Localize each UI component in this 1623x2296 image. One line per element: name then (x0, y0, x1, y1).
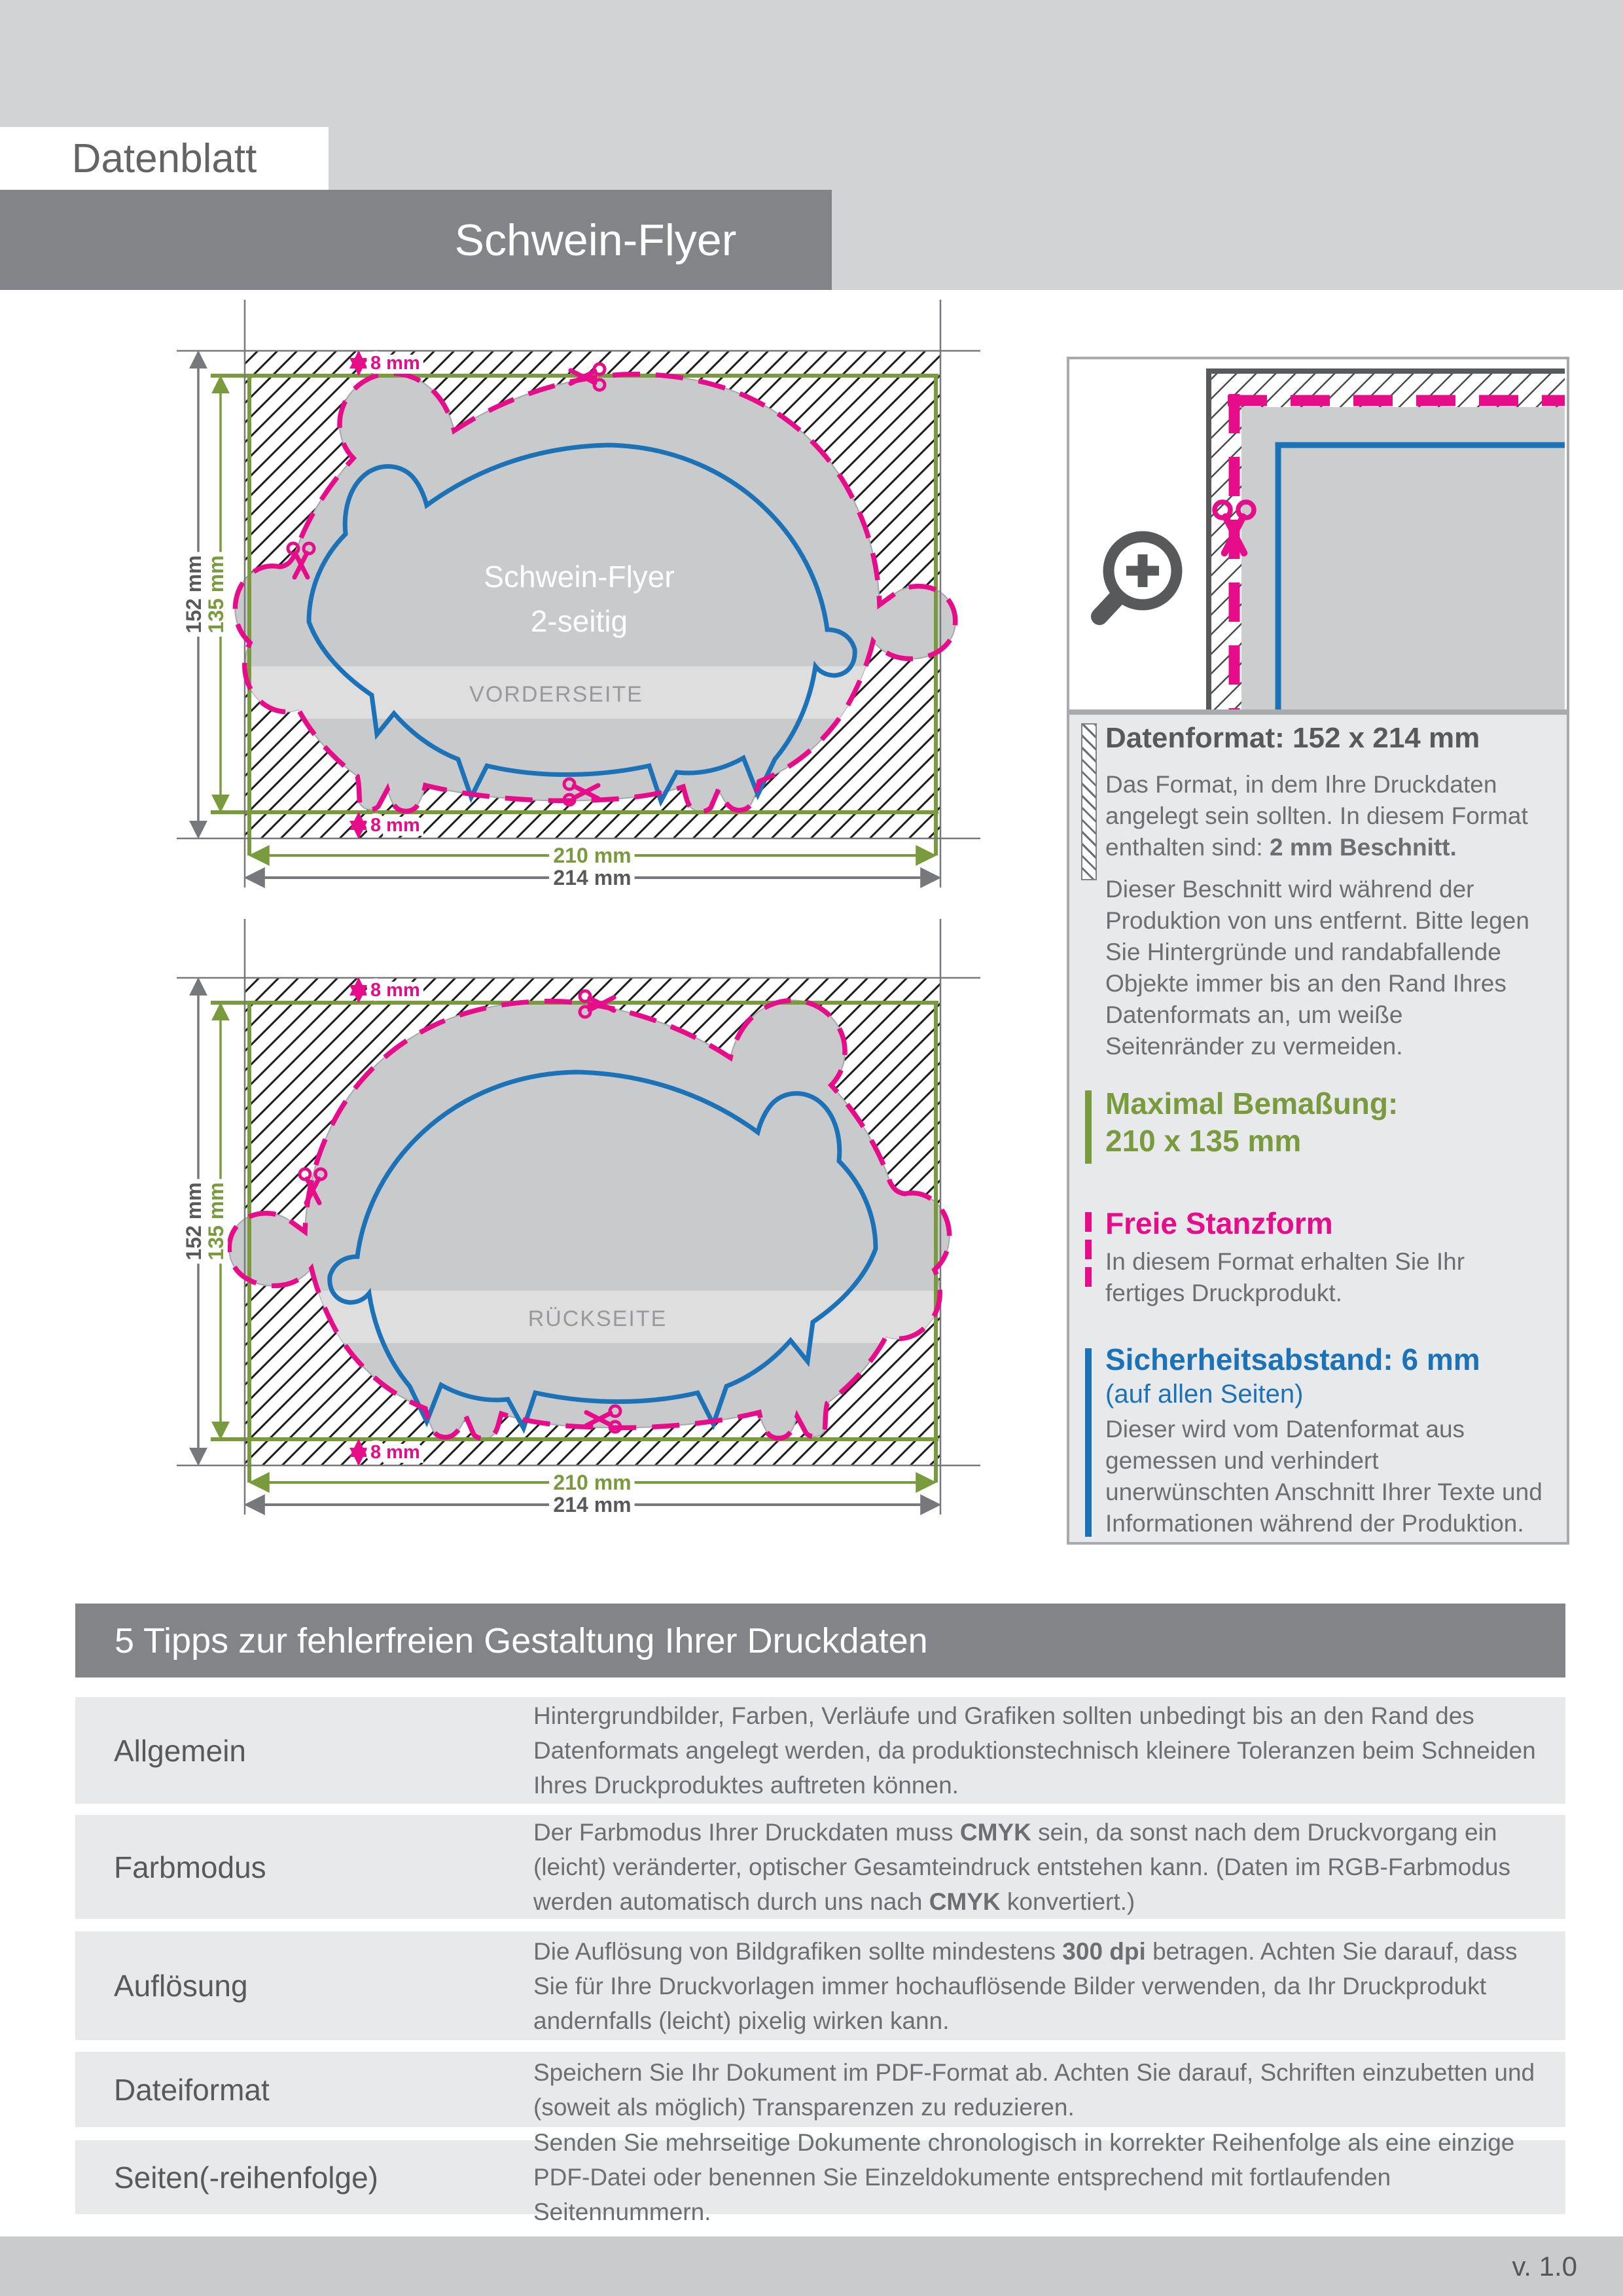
diecut-bar-icon (1085, 1267, 1092, 1287)
tip-row-aufloesung (75, 1931, 1565, 2040)
legend-panel (1067, 712, 1569, 1545)
dim-bleed-bottom: 8 mm (370, 1442, 420, 1463)
tip-text: Hintergrundbilder, Farben, Verläufe und Grafiken sollten unbedingt bis an den Rand des Datenformats angelegt werden, da produktionstechnisch kleinere Toleranzen beim Schneiden Ihres Druckproduktes auftreten können. (533, 1702, 1536, 1799)
dim-inner-height: 135 mm (204, 1182, 228, 1261)
footer-bar (0, 2236, 1623, 2296)
tip-row-allgemein (75, 1697, 1565, 1804)
tip-row-farbmodus (75, 1815, 1565, 1919)
diecut-bar-icon (1085, 1240, 1092, 1259)
dim-outer-height: 152 mm (182, 1182, 205, 1261)
kicker-label: Datenblatt (71, 135, 257, 181)
title-bar (0, 190, 832, 290)
tip-row-dateiformat (75, 2052, 1565, 2127)
dim-bleed-top: 8 mm (370, 353, 420, 374)
tip-label: Farbmodus (114, 1850, 266, 1884)
dim-inner-width: 210 mm (553, 844, 632, 867)
tip-text: Speichern Sie Ihr Dokument im PDF-Format ab. Achten Sie darauf, Schriften einzubetten und (soweit als möglich) Transparenzen zu reduzieren. (533, 2058, 1535, 2121)
dim-inner-height: 135 mm (204, 555, 228, 634)
detail-page-area (1241, 407, 1565, 709)
back-side-label: RÜCKSEITE (527, 1306, 668, 1331)
dataformat-title: Datenformat: 152 x 214 mm (1105, 722, 1480, 754)
dataformat-body: Das Format, in dem Ihre Druckdaten angelegt sein sollten. In diesem Format enthalten sind: 2 mm Beschnitt. (1105, 771, 1528, 861)
tip-label: Seiten(-reihenfolge) (114, 2160, 379, 2195)
tip-text: Der Farbmodus Ihrer Druckdaten muss CMYK sein, da sonst nach dem Druckvorgang ein (leicht) veränderter, optischer Gesamteindruck entstehen kann. (Daten im RGB-Farbmodus werden automatisch durch uns nach CMYK konvertiert.) (533, 1819, 1510, 1915)
tip-row-seitenreihenfolge (75, 2129, 1565, 2225)
diagram-back (177, 919, 980, 1516)
page-title: Schwein-Flyer (454, 215, 737, 265)
tip-label: Allgemein (114, 1733, 246, 1768)
max-format-title: Maximal Bemaßung: 210 x 135 mm (1105, 1086, 1399, 1158)
dim-outer-width: 214 mm (553, 1493, 632, 1516)
corner-detail-drawing (1069, 359, 1567, 709)
dim-inner-width: 210 mm (553, 1471, 632, 1494)
corner-detail-box (1067, 357, 1569, 712)
tip-text: Senden Sie mehrseitige Dokumente chronologisch in korrekter Reihenfolge als eine einzige PDF-Datei oder benennen Sie Einzeldokumente entsprechend mit fortlaufenden Seitennummern. (533, 2129, 1515, 2225)
safety-title: Sicherheitsabstand: 6 mm (1105, 1342, 1480, 1376)
tip-label: Auflösung (114, 1969, 248, 2003)
tip-text: Die Auflösung von Bildgrafiken sollte mindestens 300 dpi betragen. Achten Sie darauf, dass Sie für Ihre Druckvorlagen immer hochauflösende Bilder verwenden, da Ihr Druckprodukt andernfalls (leicht) pixelig wirken kann. (533, 1937, 1518, 2034)
diecut-title: Freie Stanzform (1105, 1206, 1333, 1240)
pig-title-line2: 2-seitig (530, 604, 628, 638)
bleed-swatch-icon (1081, 723, 1097, 880)
pig-title-line1: Schwein-Flyer (484, 560, 675, 594)
safety-subtitle: (auf allen Seiten) (1105, 1380, 1304, 1408)
dim-outer-width: 214 mm (553, 866, 632, 889)
bleed-note: Dieser Beschnitt wird während der Produktion von uns entfernt. Bitte legen Sie Hintergründe und randabfallende Objekte immer bis an den Rand Ihres Datenformats an, um weiße Seitenränder zu vermeiden. (1105, 876, 1529, 1060)
dim-bleed-top: 8 mm (370, 980, 420, 1001)
tips-title: 5 Tipps zur fehlerfreien Gestaltung Ihrer Druckdaten (115, 1621, 928, 1660)
tips-header-bar (75, 1604, 1565, 1677)
max-format-bar-icon (1085, 1090, 1092, 1164)
diagram-front (177, 300, 980, 889)
dim-outer-height: 152 mm (182, 555, 205, 634)
kicker-box (0, 127, 329, 190)
safety-bar-icon (1085, 1348, 1092, 1537)
magnifier-icon (1099, 537, 1177, 617)
dim-bleed-bottom: 8 mm (370, 815, 420, 836)
safety-body: Dieser wird vom Datenformat aus gemessen und verhindert unerwünschten Anschnitt Ihrer Texte und Informationen während der Produktion. (1105, 1416, 1543, 1537)
diecut-body: In diesem Format erhalten Sie Ihr fertiges Druckprodukt. (1105, 1248, 1465, 1306)
die-cut-diagrams (164, 288, 1008, 1584)
version-label: v. 1.0 (1512, 2250, 1577, 2282)
tip-label: Dateiformat (114, 2072, 270, 2107)
front-side-label: VORDERSEITE (469, 682, 643, 707)
diecut-bar-icon (1085, 1212, 1092, 1232)
